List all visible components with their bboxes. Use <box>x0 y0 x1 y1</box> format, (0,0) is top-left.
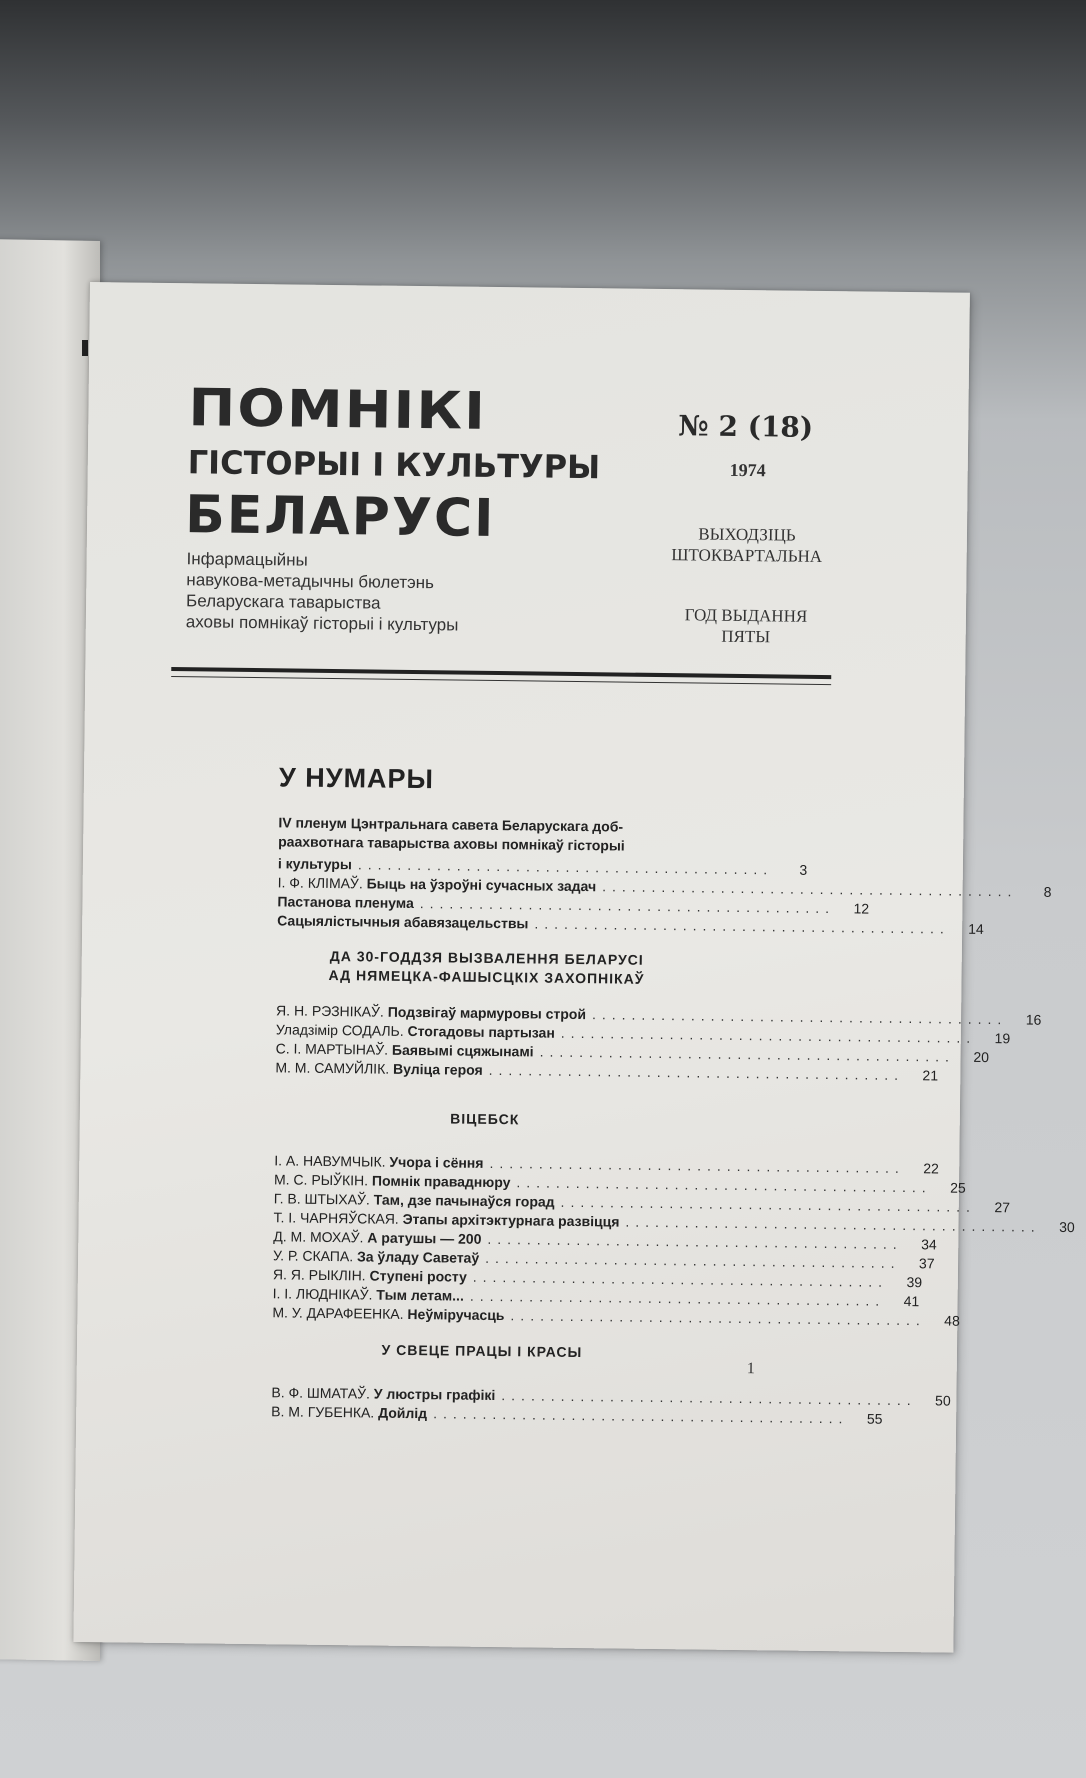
leader-dots: .......................................... <box>602 878 1018 900</box>
entry-author: Я. Я. РЫКЛІН. <box>272 1266 366 1284</box>
toc-group-vitebsk <box>272 1149 1075 1329</box>
frequency-note: ВЫХОДЗІЦЬ ШТОКВАРТАЛЬНА <box>671 524 823 566</box>
bulletin-page <box>73 282 1075 1653</box>
page-ref: 14 <box>968 920 984 937</box>
page-number: 1 <box>746 1360 755 1378</box>
section-title-vitebsk: ВІЦЕБСК <box>450 1110 520 1128</box>
leader-dots: .......................................... <box>534 915 950 937</box>
page-ref: 21 <box>922 1067 939 1084</box>
entry-title: Тым летам... <box>376 1286 465 1304</box>
entry-title: А ратушы — 200 <box>367 1229 482 1247</box>
entry-author: І. І. ЛЮДНІКАЎ. <box>272 1285 373 1303</box>
issue-year: 1974 <box>729 459 766 481</box>
entry-title: Быць на ўзроўні сучасных задач <box>366 875 597 895</box>
page-ref: 27 <box>994 1199 1011 1216</box>
page-ref: 22 <box>923 1160 939 1177</box>
entry-title: Ступені росту <box>369 1267 467 1285</box>
leader-dots: .......................................... <box>488 1061 905 1084</box>
entry-title: Учора і сёння <box>389 1153 484 1171</box>
entry-author: Г. В. ШТЫХАЎ. <box>273 1190 370 1208</box>
entry-title: Подзвігаў мармуровы строй <box>387 1003 587 1023</box>
page-ref: 39 <box>906 1274 923 1291</box>
entry-title: Помнік праваднюру <box>371 1172 511 1191</box>
entry-title: Пастанова пленума <box>277 893 414 912</box>
entry-author: М. М. САМУЙЛІК. <box>275 1059 390 1077</box>
page-ref: 25 <box>950 1179 966 1196</box>
toc-intro: IV пленум Цэнтральнага савета Беларускага доб- раахвотнага таварыства аховы помнікаў гісторыі і культуры .......................................... 3 І. Ф. КЛІМАЎ. Быць на ўзроўні сучасных задач .......................................... 8 Пастанова пленума .......................................... 12 Сацыялістычныя абавязацельствы .......................................... 14 <box>277 814 1052 937</box>
title-line-1: ПОМНІКІ <box>188 378 488 442</box>
issue-number: № 2 (18) <box>678 409 814 444</box>
leader-dots: .......................................... <box>489 1154 905 1177</box>
entry-title: Неўміручасць <box>407 1305 505 1324</box>
leader-dots: .......................................... <box>419 895 836 917</box>
entry-title: Баявымі сцяжынамі <box>391 1041 534 1060</box>
entry-author: В. М. ГУБЕНКА. <box>271 1403 375 1421</box>
page-ref: 50 <box>935 1392 951 1409</box>
entry-title: За ўладу Саветаў <box>356 1248 480 1266</box>
entry-author: В. Ф. ШМАТАЎ. <box>271 1384 371 1402</box>
page-ref: 16 <box>1025 1011 1042 1028</box>
leader-dots: .......................................... <box>433 1405 849 1427</box>
page-ref: 19 <box>994 1030 1011 1047</box>
section-title-labor-beauty: У СВЕЦЕ ПРАЦЫ І КРАСЫ <box>381 1341 583 1361</box>
left-page-mark <box>82 340 88 356</box>
entry-title: Стогадовы партызан <box>407 1022 555 1041</box>
entry-author: І. А. НАВУМЧЫК. <box>274 1152 386 1170</box>
leader-dots: .......................................... <box>469 1287 886 1309</box>
page-ref: 37 <box>918 1255 935 1272</box>
entry-author: Я. Н. РЭЗНІКАЎ. <box>276 1002 384 1020</box>
title-line-3: БЕЛАРУСІ <box>184 485 496 549</box>
section-title-liberation: ДА 30-ГОДДЗЯ ВЫЗВАЛЕННЯ БЕЛАРУСІ АД НЯМЕЦКА-ФАШЫСЦКІХ ЗАХОПНІКАЎ <box>328 947 645 987</box>
entry-title: Вуліца героя <box>392 1060 483 1078</box>
leader-dots: .......................................... <box>591 1006 1008 1028</box>
page-ref: 55 <box>866 1410 883 1427</box>
entry-author: М. С. РЫЎКІН. <box>273 1171 369 1189</box>
entry-author: С. І. МАРТЫНАЎ. <box>275 1040 389 1058</box>
toc-entry: і культуры .......................................... 3 <box>277 855 808 878</box>
leader-dots: .......................................... <box>487 1230 903 1253</box>
page-ref: 48 <box>944 1312 960 1329</box>
leader-dots: .......................................... <box>485 1249 901 1271</box>
leader-dots: .......................................... <box>560 1024 977 1046</box>
leader-dots: .......................................... <box>510 1307 926 1329</box>
page-ref: 3 <box>799 861 808 878</box>
entry-title: Этапы архітэктурнага развіцця <box>402 1210 620 1230</box>
page-ref: 12 <box>853 900 870 917</box>
entry-author: Д. М. МОХАЎ. <box>273 1228 364 1246</box>
toc-group-labor-beauty <box>271 1381 951 1427</box>
page-ref: 30 <box>1059 1218 1075 1236</box>
page-ref: 41 <box>903 1293 920 1310</box>
page-ref: 20 <box>973 1048 990 1066</box>
entry-author: У. Р. СКАПА. <box>273 1247 354 1265</box>
leader-dots: .......................................... <box>516 1174 932 1196</box>
leader-dots: .......................................... <box>501 1387 917 1409</box>
leader-dots: .......................................... <box>357 856 774 878</box>
entry-author: Т. І. ЧАРНЯЎСКАЯ. <box>273 1209 399 1227</box>
entry-author: Уладзімір СОДАЛЬ. <box>275 1021 404 1039</box>
description: Інфармацыйны навукова-метадычны бюлетэнь Беларускага таварыства аховы помнікаў гісторыі і культуры <box>185 549 459 635</box>
entry-title: Сацыялістычныя абавязацельствы <box>277 912 529 932</box>
title-line-2: ГІСТОРЫІ І КУЛЬТУРЫ <box>187 443 601 487</box>
entry-title: Дойлід <box>378 1404 428 1422</box>
entry-author: М. У. ДАРАФЕЕНКА. <box>272 1304 404 1322</box>
entry-title: У люстры графікі <box>373 1385 496 1404</box>
leader-dots: .......................................... <box>625 1213 1041 1235</box>
publication-year-note: ГОД ВЫДАННЯ ПЯТЫ <box>684 605 808 647</box>
page-ref: 34 <box>921 1236 937 1253</box>
toc-title: У НУМАРЫ <box>278 762 435 795</box>
entry-title: Там, дзе пачынаўся горад <box>373 1191 555 1210</box>
leader-dots: .......................................... <box>472 1268 889 1290</box>
toc-group-liberation <box>275 999 1042 1084</box>
leader-dots: .......................................... <box>539 1043 956 1065</box>
page-ref: 8 <box>1043 883 1052 900</box>
leader-dots: .......................................... <box>560 1193 977 1215</box>
entry-author: І. Ф. КЛІМАЎ. <box>277 874 363 892</box>
